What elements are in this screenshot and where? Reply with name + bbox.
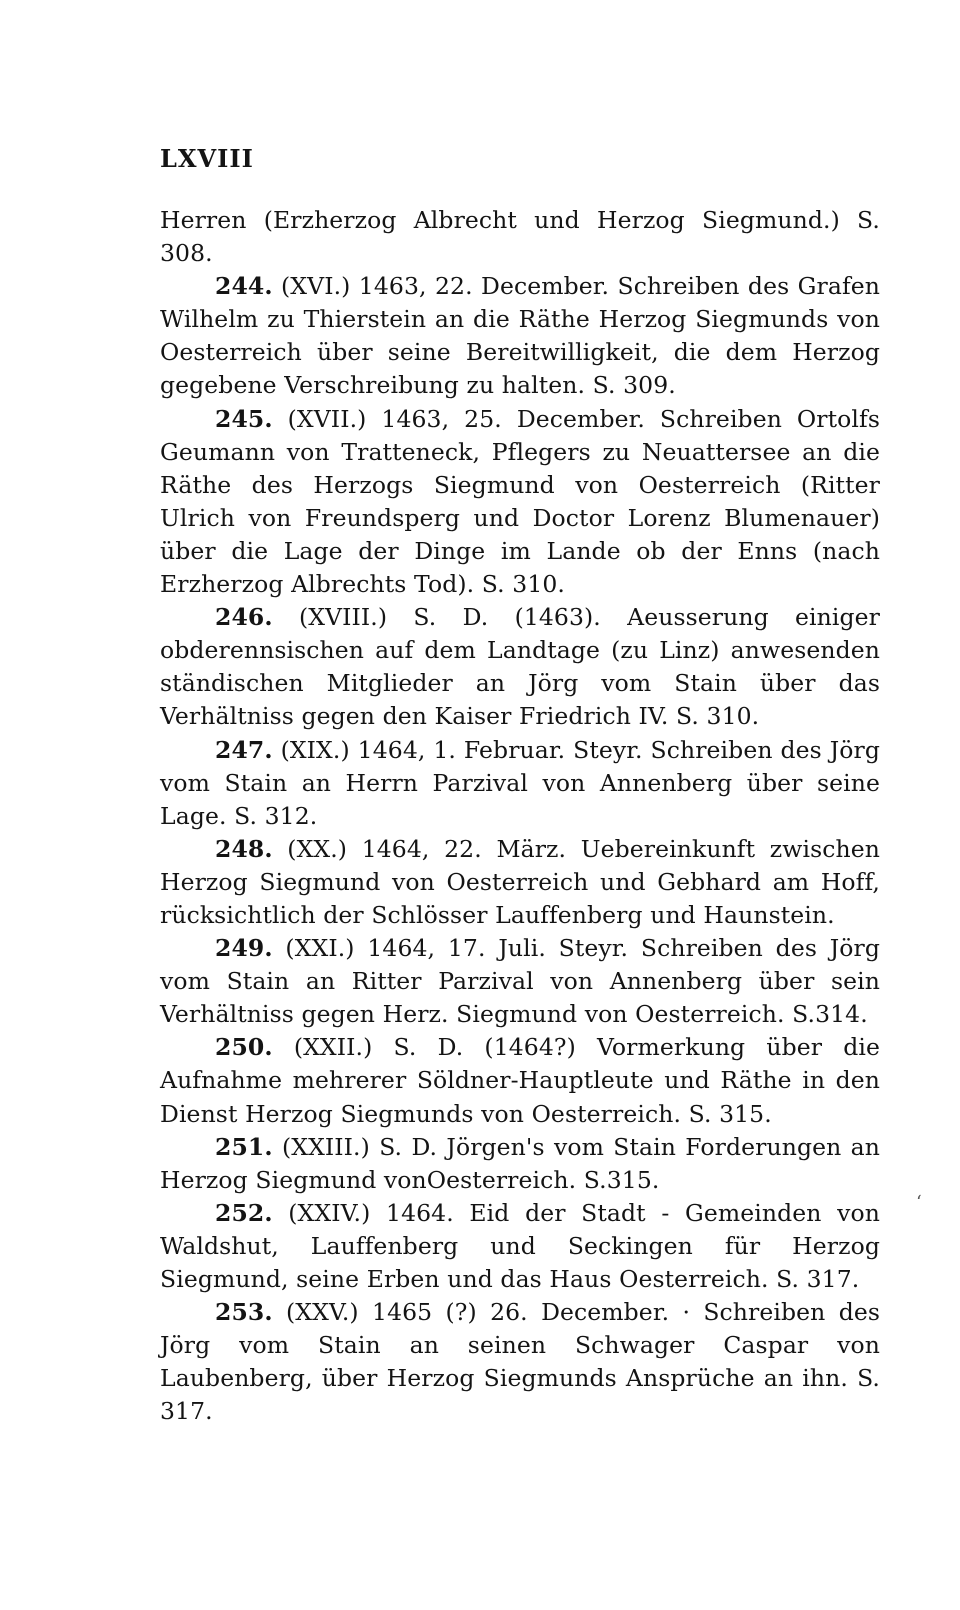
document-page xyxy=(160,140,880,1428)
entry-number: 245. xyxy=(215,404,273,433)
entry-247 xyxy=(160,734,880,833)
entry-245 xyxy=(160,403,880,602)
entry-246 xyxy=(160,601,880,733)
entry-number: 247. xyxy=(215,735,273,764)
entry-253 xyxy=(160,1296,880,1428)
entry-text: (XXII.) S. D. (1464?) Vormerkung über die Aufnahme mehrerer Söldner-Hauptleute und Räthe in den Dienst Herzog Siegmunds von Oesterreich. S. 315. xyxy=(160,1033,880,1128)
entry-number: 253. xyxy=(215,1298,273,1327)
entry-number: 244. xyxy=(215,272,273,301)
entry-number: 251. xyxy=(215,1132,273,1161)
entry-number: 252. xyxy=(215,1198,273,1227)
entry-number: 250. xyxy=(215,1033,273,1062)
entry-continuation xyxy=(160,204,880,270)
entry-248 xyxy=(160,833,880,932)
entry-number: 248. xyxy=(215,834,273,863)
entry-text: (XXIII.) S. D. Jörgen's vom Stain Forderungen an Herzog Siegmund vonOesterreich. S.315. xyxy=(160,1132,880,1194)
entry-249 xyxy=(160,932,880,1031)
entry-text: (XIX.) 1464, 1. Februar. Steyr. Schreiben des Jörg vom Stain an Herrn Parzival von Annenberg über seine Lage. S. 312. xyxy=(160,735,880,830)
page-header: LXVIII xyxy=(160,144,254,173)
entry-244 xyxy=(160,270,880,402)
entry-text: (XVI.) 1463, 22. December. Schreiben des Grafen Wilhelm zu Thierstein an die Räthe Herzog Siegmunds von Oesterreich über seine Bereitwilligkeit, die dem Herzog gegebene Verschreibung zu halten. S. 309. xyxy=(160,272,880,400)
entry-text: (XX.) 1464, 22. März. Uebereinkunft zwischen Herzog Siegmund von Oesterreich und Gebhard am Hoff, rücksichtlich der Schlösser Lauffenberg und Haunstein. xyxy=(160,834,880,929)
entry-text: (XXV.) 1465 (?) 26. December. · Schreiben des Jörg vom Stain an seinen Schwager Caspar von Laubenberg, über Herzog Siegmunds Ansprüche an ihn. S. 317. xyxy=(160,1298,881,1426)
margin-mark: ʻ xyxy=(916,1192,922,1213)
entry-text: (XXIV.) 1464. Eid der Stadt - Gemeinden von Waldshut, Lauffenberg und Seckingen für Herzog Siegmund, seine Erben und das Haus Oesterreich. S. 317. xyxy=(160,1198,880,1293)
entry-number: 246. xyxy=(215,603,273,632)
entry-text: (XXI.) 1464, 17. Juli. Steyr. Schreiben des Jörg vom Stain an Ritter Parzival von Annenberg über sein Verhältniss gegen Herz. Siegmund von Oesterreich. S.314. xyxy=(160,934,881,1029)
entry-text: (XVII.) 1463, 25. December. Schreiben Ortolfs Geumann von Tratteneck, Pflegers zu Neuattersee an die Räthe des Herzogs Siegmund von Oesterreich (Ritter Ulrich von Freundsperg und Doctor Lorenz Blumenauer) über die Lage der Dinge im Lande ob der Enns (nach Erzherzog Albrechts Tod). S. 310. xyxy=(160,404,880,599)
entry-text: Herren (Erzherzog Albrecht und Herzog Siegmund.) S. 308. xyxy=(160,206,880,268)
entry-251 xyxy=(160,1131,880,1197)
entry-text: (XVIII.) S. D. (1463). Aeusserung einiger obderennsischen auf dem Landtage (zu Linz) anwesenden ständischen Mitglieder an Jörg vom Stain über das Verhältniss gegen den Kaiser Friedrich IV. S. 310. xyxy=(160,603,880,731)
entry-252 xyxy=(160,1197,880,1296)
entry-250 xyxy=(160,1031,880,1130)
entry-number: 249. xyxy=(215,934,273,963)
